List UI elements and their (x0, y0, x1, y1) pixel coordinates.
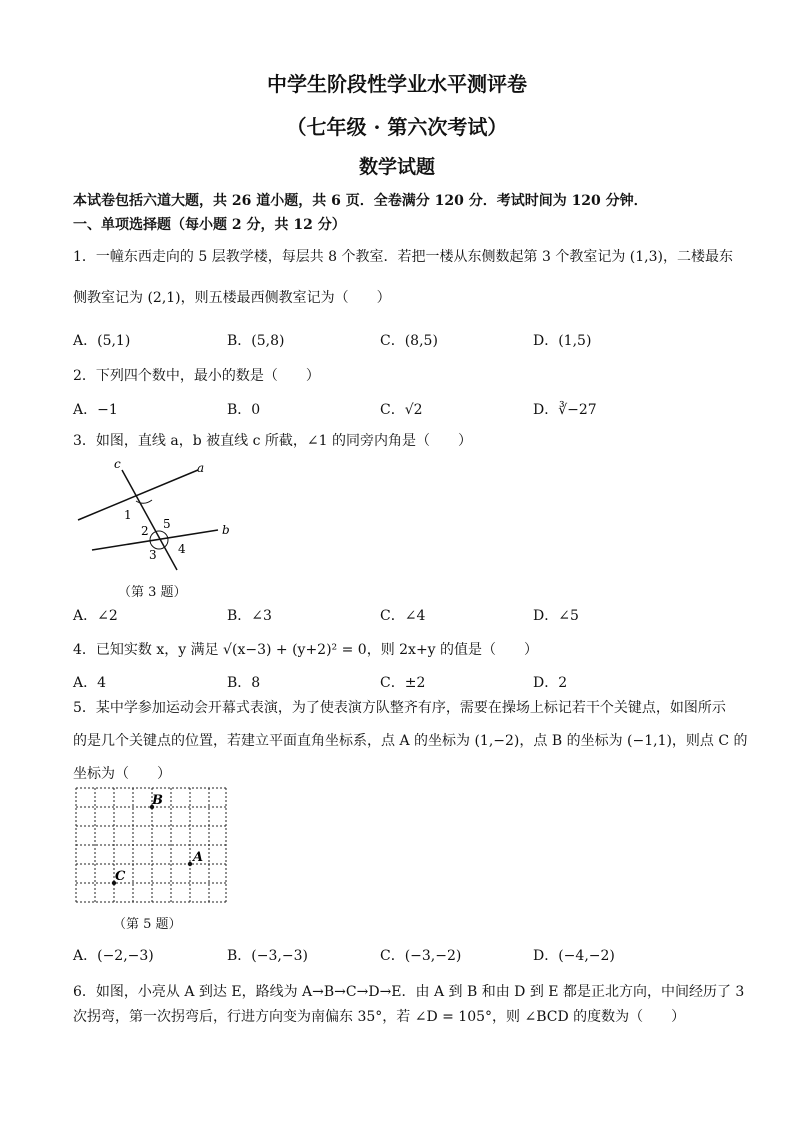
question-2: 2．下列四个数中，最小的数是（ ） (73, 368, 320, 384)
question-3: 3．如图，直线 a，b 被直线 c 所截，∠1 的同旁内角是（ ） (73, 433, 472, 449)
q5-option-b[interactable]: B．(−3,−3) (227, 948, 308, 964)
q5-grid-figure (74, 786, 230, 904)
section-heading: 一、单项选择题（每小题 2 分，共 12 分） (73, 217, 346, 233)
q1-option-b[interactable]: B．(5,8) (227, 333, 285, 349)
label-2: 2 (141, 524, 149, 538)
label-c: c (114, 460, 121, 471)
exam-subtitle: （七年级 · 第六次考试） (286, 115, 508, 139)
label-point-c: C (115, 869, 126, 884)
question-4: 4．已知实数 x，y 满足 √(x−3) + (y+2)² = 0，则 2x+y 的值是（ ） (73, 642, 539, 658)
label-3: 3 (149, 548, 157, 562)
label-point-b: B (152, 793, 163, 808)
q3-option-c[interactable]: C．∠4 (380, 608, 426, 624)
label-5: 5 (163, 517, 171, 531)
q2-option-a[interactable]: A．−1 (73, 402, 118, 418)
q4-option-d[interactable]: D．2 (533, 675, 568, 691)
question-5-line-2: 的是几个关键点的位置，若建立平面直角坐标系，点 A 的坐标为 (1,−2)，点 B 的坐标为 (−1,1)，则点 C 的 (73, 733, 748, 749)
q1-option-d[interactable]: D．(1,5) (533, 333, 592, 349)
label-1: 1 (124, 508, 132, 522)
q2-option-d[interactable]: D．∛−27 (533, 402, 597, 418)
q4-option-a[interactable]: A．4 (73, 675, 107, 691)
label-b: b (222, 523, 230, 537)
label-4: 4 (178, 542, 186, 556)
q5-caption: （第 5 题） (113, 917, 182, 932)
q3-option-d[interactable]: D．∠5 (533, 608, 579, 624)
question-1-line-2: 侧教室记为 (2,1)，则五楼最西侧教室记为（ ） (73, 290, 391, 306)
instructions: 本试卷包括六道大题，共 26 道小题，共 6 页．全卷满分 120 分．考试时间为 120 分钟． (73, 193, 648, 209)
question-5-line-1: 5．某中学参加运动会开幕式表演，为了使表演方队整齐有序，需要在操场上标记若干个关键点，如图所示 (73, 700, 726, 716)
q5-option-c[interactable]: C．(−3,−2) (380, 948, 462, 964)
q3-caption: （第 3 题） (118, 585, 187, 600)
exam-title: 中学生阶段性学业水平测评卷 (267, 72, 527, 96)
line-b (92, 530, 218, 550)
label-point-a: A (193, 850, 204, 865)
q3-option-b[interactable]: B．∠3 (227, 608, 272, 624)
q5-option-a[interactable]: A．(−2,−3) (73, 948, 154, 964)
q3-option-a[interactable]: A．∠2 (73, 608, 118, 624)
point-a (188, 862, 192, 866)
q4-option-b[interactable]: B．8 (227, 675, 261, 691)
q3-figure (74, 460, 244, 575)
q2-option-c[interactable]: C．√2 (380, 402, 423, 418)
question-5-line-3: 坐标为（ ） (73, 766, 171, 782)
line-a (78, 470, 198, 520)
q4-option-c[interactable]: C．±2 (380, 675, 426, 691)
subject-title: 数学试题 (358, 156, 435, 178)
question-6-line-1: 6．如图，小亮从 A 到达 E，路线为 A→B→C→D→E．由 A 到 B 和由 D 到 E 都是正北方向，中间经历了 3 (73, 984, 745, 1000)
q2-option-b[interactable]: B．0 (227, 402, 261, 418)
label-a: a (197, 461, 205, 475)
q5-option-d[interactable]: D．(−4,−2) (533, 948, 615, 964)
question-1-line-1: 1．一幢东西走向的 5 层教学楼，每层共 8 个教室．若把一楼从东侧数起第 3 个教室记为 (1,3)，二楼最东 (73, 249, 733, 265)
question-6-line-2: 次拐弯，第一次拐弯后，行进方向变为南偏东 35°，若 ∠D = 105°，则 ∠BCD 的度数为（ ） (73, 1009, 686, 1025)
q1-option-c[interactable]: C．(8,5) (380, 333, 438, 349)
q1-option-a[interactable]: A．(5,1) (73, 333, 131, 349)
